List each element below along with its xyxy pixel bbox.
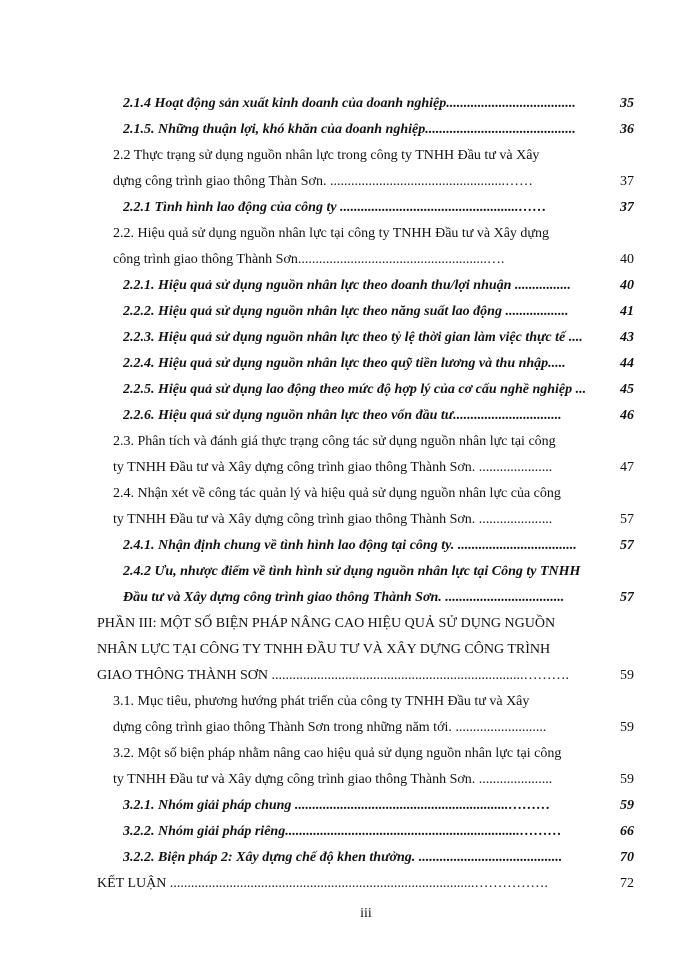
toc-entry[interactable] [113,717,634,739]
toc-entry-page: 44 [620,356,634,371]
toc-entry[interactable] [123,275,634,297]
toc-entry-title: 3.2.1. Nhóm giải pháp chung .............................................................……… [123,798,551,813]
toc-entry-page: 66 [620,824,634,839]
toc-entry-title: 2.2.1. Hiệu quả sử dụng nguồn nhân lực theo doanh thu/lợi nhuận ................ [123,278,571,293]
toc-entry-title: 2.2.6. Hiệu quả sử dụng nguồn nhân lực theo vốn đầu tư............................... [123,408,562,423]
toc-entry-page: 41 [620,304,634,319]
toc-entry[interactable] [123,379,634,401]
toc-entry[interactable] [123,93,634,115]
toc-entry[interactable] [113,431,634,453]
toc-entry-title: Đầu tư và Xây dựng công trình giao thông Thành Sơn. .................................. [123,590,565,605]
toc-entry-title: 3.2.2. Nhóm giải pháp riêng...................................................................……… [123,824,562,839]
toc-entry-title: PHẦN III: MỘT SỐ BIỆN PHÁP NÂNG CAO HIỆU QUẢ SỬ DỤNG NGUỒN [97,616,556,631]
toc-entry-title: 2.2.1 Tình hình lao động của công ty ...................................................…… [123,200,547,215]
toc-entry[interactable] [123,301,634,323]
toc-entry-page: 57 [620,590,634,605]
toc-entry[interactable] [97,665,634,687]
toc-entry-title: 2.2.4. Hiệu quả sử dụng nguồn nhân lực theo quỹ tiền lương và thu nhập..... [123,356,566,371]
toc-entry-title: 2.1.5. Những thuận lợi, khó khăn của doanh nghiệp........................................... [123,122,576,137]
toc-entry-title: 2.2.3. Hiệu quả sử dụng nguồn nhân lực theo tỷ lệ thời gian làm việc thực tế .... [123,330,583,345]
toc-entry-title: ty TNHH Đầu tư và Xây dựng công trình giao thông Thành Sơn. ..................... [113,772,553,787]
toc-entry-title: 2.3. Phân tích và đánh giá thực trạng công tác sử dụng nguồn nhân lực tại công [113,434,556,449]
toc-entry[interactable] [113,483,634,505]
toc-entry-title: ty TNHH Đầu tư và Xây dựng công trình giao thông Thành Sơn. ..................... [113,512,553,527]
toc-entry[interactable] [97,613,634,635]
toc-entry-page: 59 [620,772,634,787]
toc-entry[interactable] [113,509,634,531]
toc-entry-title: 2.1.4 Hoạt động sản xuất kinh doanh của doanh nghiệp..................................... [123,96,576,111]
toc-entry-page: 40 [620,278,634,293]
toc-entry[interactable] [123,327,634,349]
toc-entry-title: 3.2. Một số biện pháp nhằm nâng cao hiệu quả sử dụng nguồn nhân lực tại công [113,746,562,761]
toc-entry-title: 2.2. Hiệu quả sử dụng nguồn nhân lực tại công ty TNHH Đầu tư và Xây dựng [113,226,550,241]
toc-entry-page: 37 [620,200,634,215]
toc-entry-page: 72 [620,876,634,891]
toc-entry-page: 47 [620,460,634,475]
toc-entry-title: 2.2 Thực trạng sử dụng nguồn nhân lực trong công ty TNHH Đầu tư và Xây [113,148,540,163]
toc-entry-title: 2.2.2. Hiệu quả sử dụng nguồn nhân lực theo năng suất lao động .................. [123,304,569,319]
toc-entry[interactable] [113,223,634,245]
toc-entry-page: 35 [620,96,634,111]
toc-entry-title: NHÂN LỰC TẠI CÔNG TY TNHH ĐẦU TƯ VÀ XÂY DỰNG CÔNG TRÌNH [97,642,551,657]
toc-entry[interactable] [123,821,634,843]
toc-entry-title: 3.2.2. Biện pháp 2: Xây dựng chế độ khen thưởng. ......................................... [123,850,563,865]
toc-entry-page: 45 [620,382,634,397]
toc-entry[interactable] [123,561,634,583]
toc-entry-page: 59 [620,798,634,813]
toc-entry-page: 43 [620,330,634,345]
toc-entry-title: dựng công trình giao thông Thành Sơn trong những năm tới. .......................... [113,720,547,735]
toc-entry[interactable] [123,847,634,869]
toc-entry-title: 2.4.2 Ưu, nhược điểm về tình hình sử dụng nguồn nhân lực tại Công ty TNHH [123,564,581,579]
toc-entry[interactable] [113,457,634,479]
toc-entry[interactable] [123,197,634,219]
toc-entry-page: 57 [620,512,634,527]
toc-entry-page: 36 [620,122,634,137]
toc-entry[interactable] [123,405,634,427]
toc-entry-title: ty TNHH Đầu tư và Xây dựng công trình giao thông Thành Sơn. ..................... [113,460,553,475]
toc-entry-title: 3.1. Mục tiêu, phương hướng phát triển của công ty TNHH Đầu tư và Xây [113,694,530,709]
toc-entry[interactable] [123,795,634,817]
toc-entry[interactable] [113,769,634,791]
toc-entry[interactable] [113,145,634,167]
toc-entry-page: 59 [620,668,634,683]
toc-entry-title: 2.4.1. Nhận định chung về tình hình lao động tại công ty. .................................. [123,538,577,553]
toc-entry-title: công trình giao thông Thành Sơn......................................................…. [113,252,505,267]
toc-entry-title: dựng công trình giao thông Thàn Sơn. ..................................................…… [113,174,533,189]
toc-entry-page: 59 [620,720,634,735]
toc-entry-page: 46 [620,408,634,423]
toc-entry[interactable] [113,171,634,193]
toc-entry-title: 2.4. Nhận xét về công tác quản lý và hiệu quả sử dụng nguồn nhân lực của công [113,486,561,501]
toc-entry-page: 40 [620,252,634,267]
toc-entry-page: 57 [620,538,634,553]
toc-entry[interactable] [113,743,634,765]
toc-entry[interactable] [113,249,634,271]
toc-entry-title: KẾT LUẬN .......................................................................................……………. [97,876,548,891]
toc-entry-page: 37 [620,174,634,189]
toc-entry[interactable] [97,639,634,661]
toc-entry[interactable] [97,873,634,895]
toc-entry[interactable] [123,535,634,557]
toc-entry[interactable] [123,353,634,375]
toc-entry[interactable] [123,119,634,141]
toc-entry-page: 70 [620,850,634,865]
toc-entry[interactable] [123,587,634,609]
toc-entry[interactable] [113,691,634,713]
toc-entry-title: 2.2.5. Hiệu quả sử dụng lao động theo mức độ hợp lý của cơ cấu nghề nghiệp ... [123,382,587,397]
toc-entry-title: GIAO THÔNG THÀNH SƠN ........................................................................………. [97,668,569,683]
page-number: iii [360,906,372,921]
